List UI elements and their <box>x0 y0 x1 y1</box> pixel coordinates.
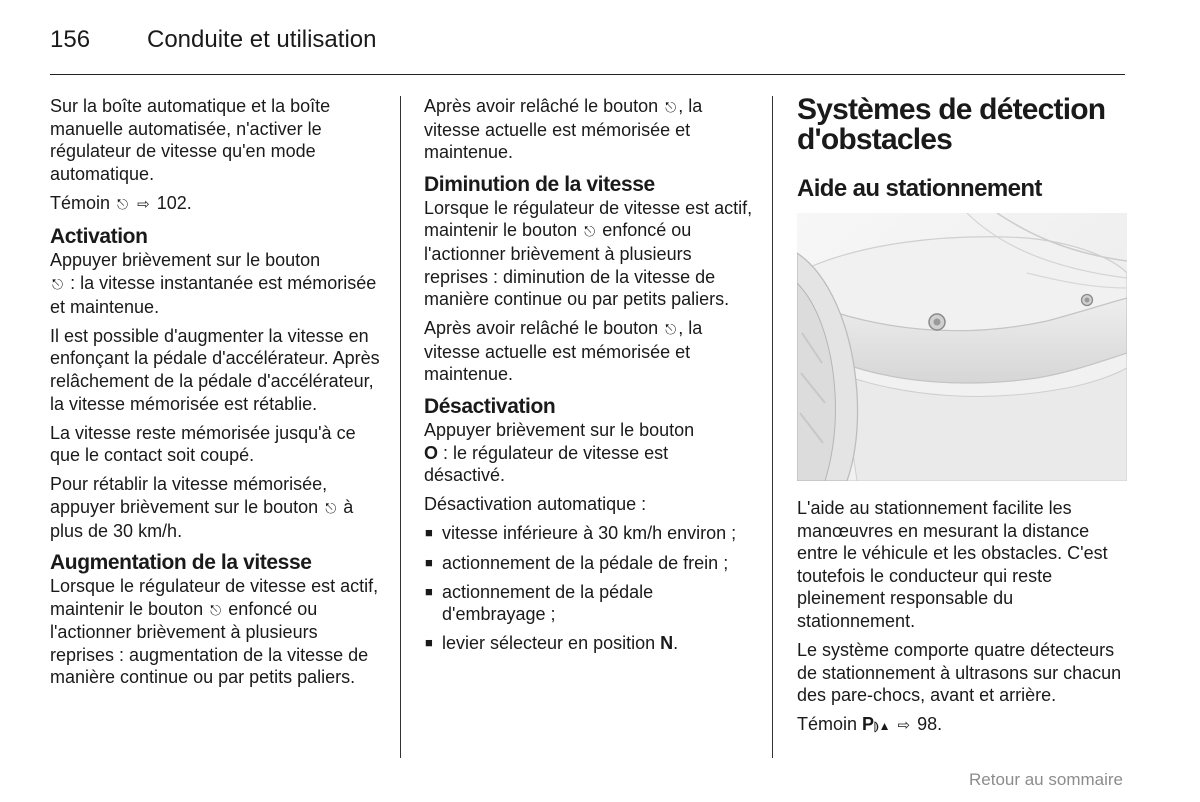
diminution-heading: Diminution de la vitesse <box>424 172 655 196</box>
released-button-paragraph: Après avoir relâché le bouton ⎋ , la vitesse actuelle est mémorisée et maintenue. <box>424 96 703 163</box>
page-number: 156 <box>50 26 91 53</box>
cruise-minus-icon: ⎋ <box>210 601 222 618</box>
column-divider-1 <box>400 96 401 758</box>
parking-aid-indicator-icon: P⦈▲ <box>862 714 891 735</box>
rear-bumper-sensors-illustration <box>797 213 1127 481</box>
desactivation-list <box>424 522 754 654</box>
column-divider-2 <box>772 96 773 758</box>
activation-paragraph-3: La vitesse reste mémorisée jusqu'à ce que le contact soit coupé. <box>50 422 356 466</box>
header-rule <box>50 74 1125 75</box>
subsection-heading: Aide au stationnement <box>797 175 1042 202</box>
cruise-plus-icon: ⎋ <box>325 499 337 516</box>
list-item: ■ actionnement de la pédale de frein ; <box>424 552 754 575</box>
cruise-plus-icon: ⎋ <box>665 321 677 338</box>
diminution-paragraph-1: Lorsque le régulateur de vitesse est actif, maintenir le bouton ⎋ enfoncé ou l'actionner brièvement à plusieurs reprises : diminution de la vitesse de manière continue ou par petits paliers. <box>424 197 753 310</box>
cruise-minus-icon: ⎋ <box>665 99 677 115</box>
list-item: ■ levier sélecteur en position N. <box>424 632 754 655</box>
cruise-minus-icon: ⎋ <box>117 195 129 212</box>
augmentation-paragraph: Lorsque le régulateur de vitesse est actif, maintenir le bouton ⎋ enfoncé ou l'actionner brièvement à plusieurs reprises : augmentation de la vitesse de manière continue ou par petits paliers. <box>50 576 379 688</box>
column-2 <box>424 95 754 661</box>
page-ref-arrow-icon: ⇨ <box>897 717 911 735</box>
cruise-plus-icon: ⎋ <box>584 223 596 240</box>
desactivation-heading: Désactivation <box>424 395 556 419</box>
desactivation-paragraph: Appuyer brièvement sur le bouton O : le régulateur de vitesse est désactivé. <box>424 420 695 486</box>
list-item: ■ actionnement de la pédale d'embrayage ; <box>424 581 754 626</box>
back-to-contents-link[interactable]: Retour au sommaire <box>968 770 1123 789</box>
cruise-off-icon: O <box>424 442 439 463</box>
parking-aid-paragraph-1: L'aide au stationnement facilite les manœuvres en mesurant la distance entre le véhicule et les obstacles. C'est toutefois le conducteur qui reste pleinement responsable du stationnement. <box>797 498 1108 631</box>
temoin-label: Témoin <box>50 192 111 213</box>
temoin-label: Témoin <box>797 714 858 735</box>
cruise-minus-icon: ⎋ <box>52 276 64 293</box>
temoin-line <box>50 192 385 217</box>
parking-temoin-line <box>797 713 1127 738</box>
activation-paragraph-2: Il est possible d'augmenter la vitesse en enfonçant la pédale d'accélérateur. Après relâchement de la pédale d'accélérateur, la vitesse mémorisée est rétablie. <box>50 325 380 414</box>
page-title: Conduite et utilisation <box>147 26 377 53</box>
parking-aid-paragraph-2: Le système comporte quatre détecteurs de stationnement à ultrasons sur chacun des pare-chocs, avant et arrière. <box>797 640 1122 706</box>
section-heading: Systèmes de détection d'obstacles <box>797 93 1106 156</box>
temoin-ref-link[interactable]: 102. <box>156 192 192 213</box>
diminution-paragraph-2: Après avoir relâché le bouton ⎋ , la vitesse actuelle est mémorisée et maintenue. <box>424 318 703 385</box>
augmentation-heading: Augmentation de la vitesse <box>50 551 312 575</box>
temoin-ref-link[interactable]: 98. <box>917 714 943 735</box>
desactivation-auto-label: Désactivation automatique : <box>424 494 647 515</box>
list-item: ■ vitesse inférieure à 30 km/h environ ; <box>424 522 754 545</box>
activation-paragraph-1: Appuyer brièvement sur le bouton ⎋ : la vitesse instantanée est mémorisée et maintenue. <box>50 250 377 317</box>
activation-paragraph-4: Pour rétablir la vitesse mémorisée, appuyer brièvement sur le bouton ⎋ à plus de 30 km/h. <box>50 474 354 541</box>
page-ref-arrow-icon: ⇨ <box>137 195 150 213</box>
column-3 <box>797 95 1127 744</box>
activation-heading: Activation <box>50 225 148 249</box>
column-1 <box>50 95 385 696</box>
intro-paragraph: Sur la boîte automatique et la boîte manuelle automatisée, n'activer le régulateur de vitesse qu'en mode automatique. <box>50 96 331 184</box>
